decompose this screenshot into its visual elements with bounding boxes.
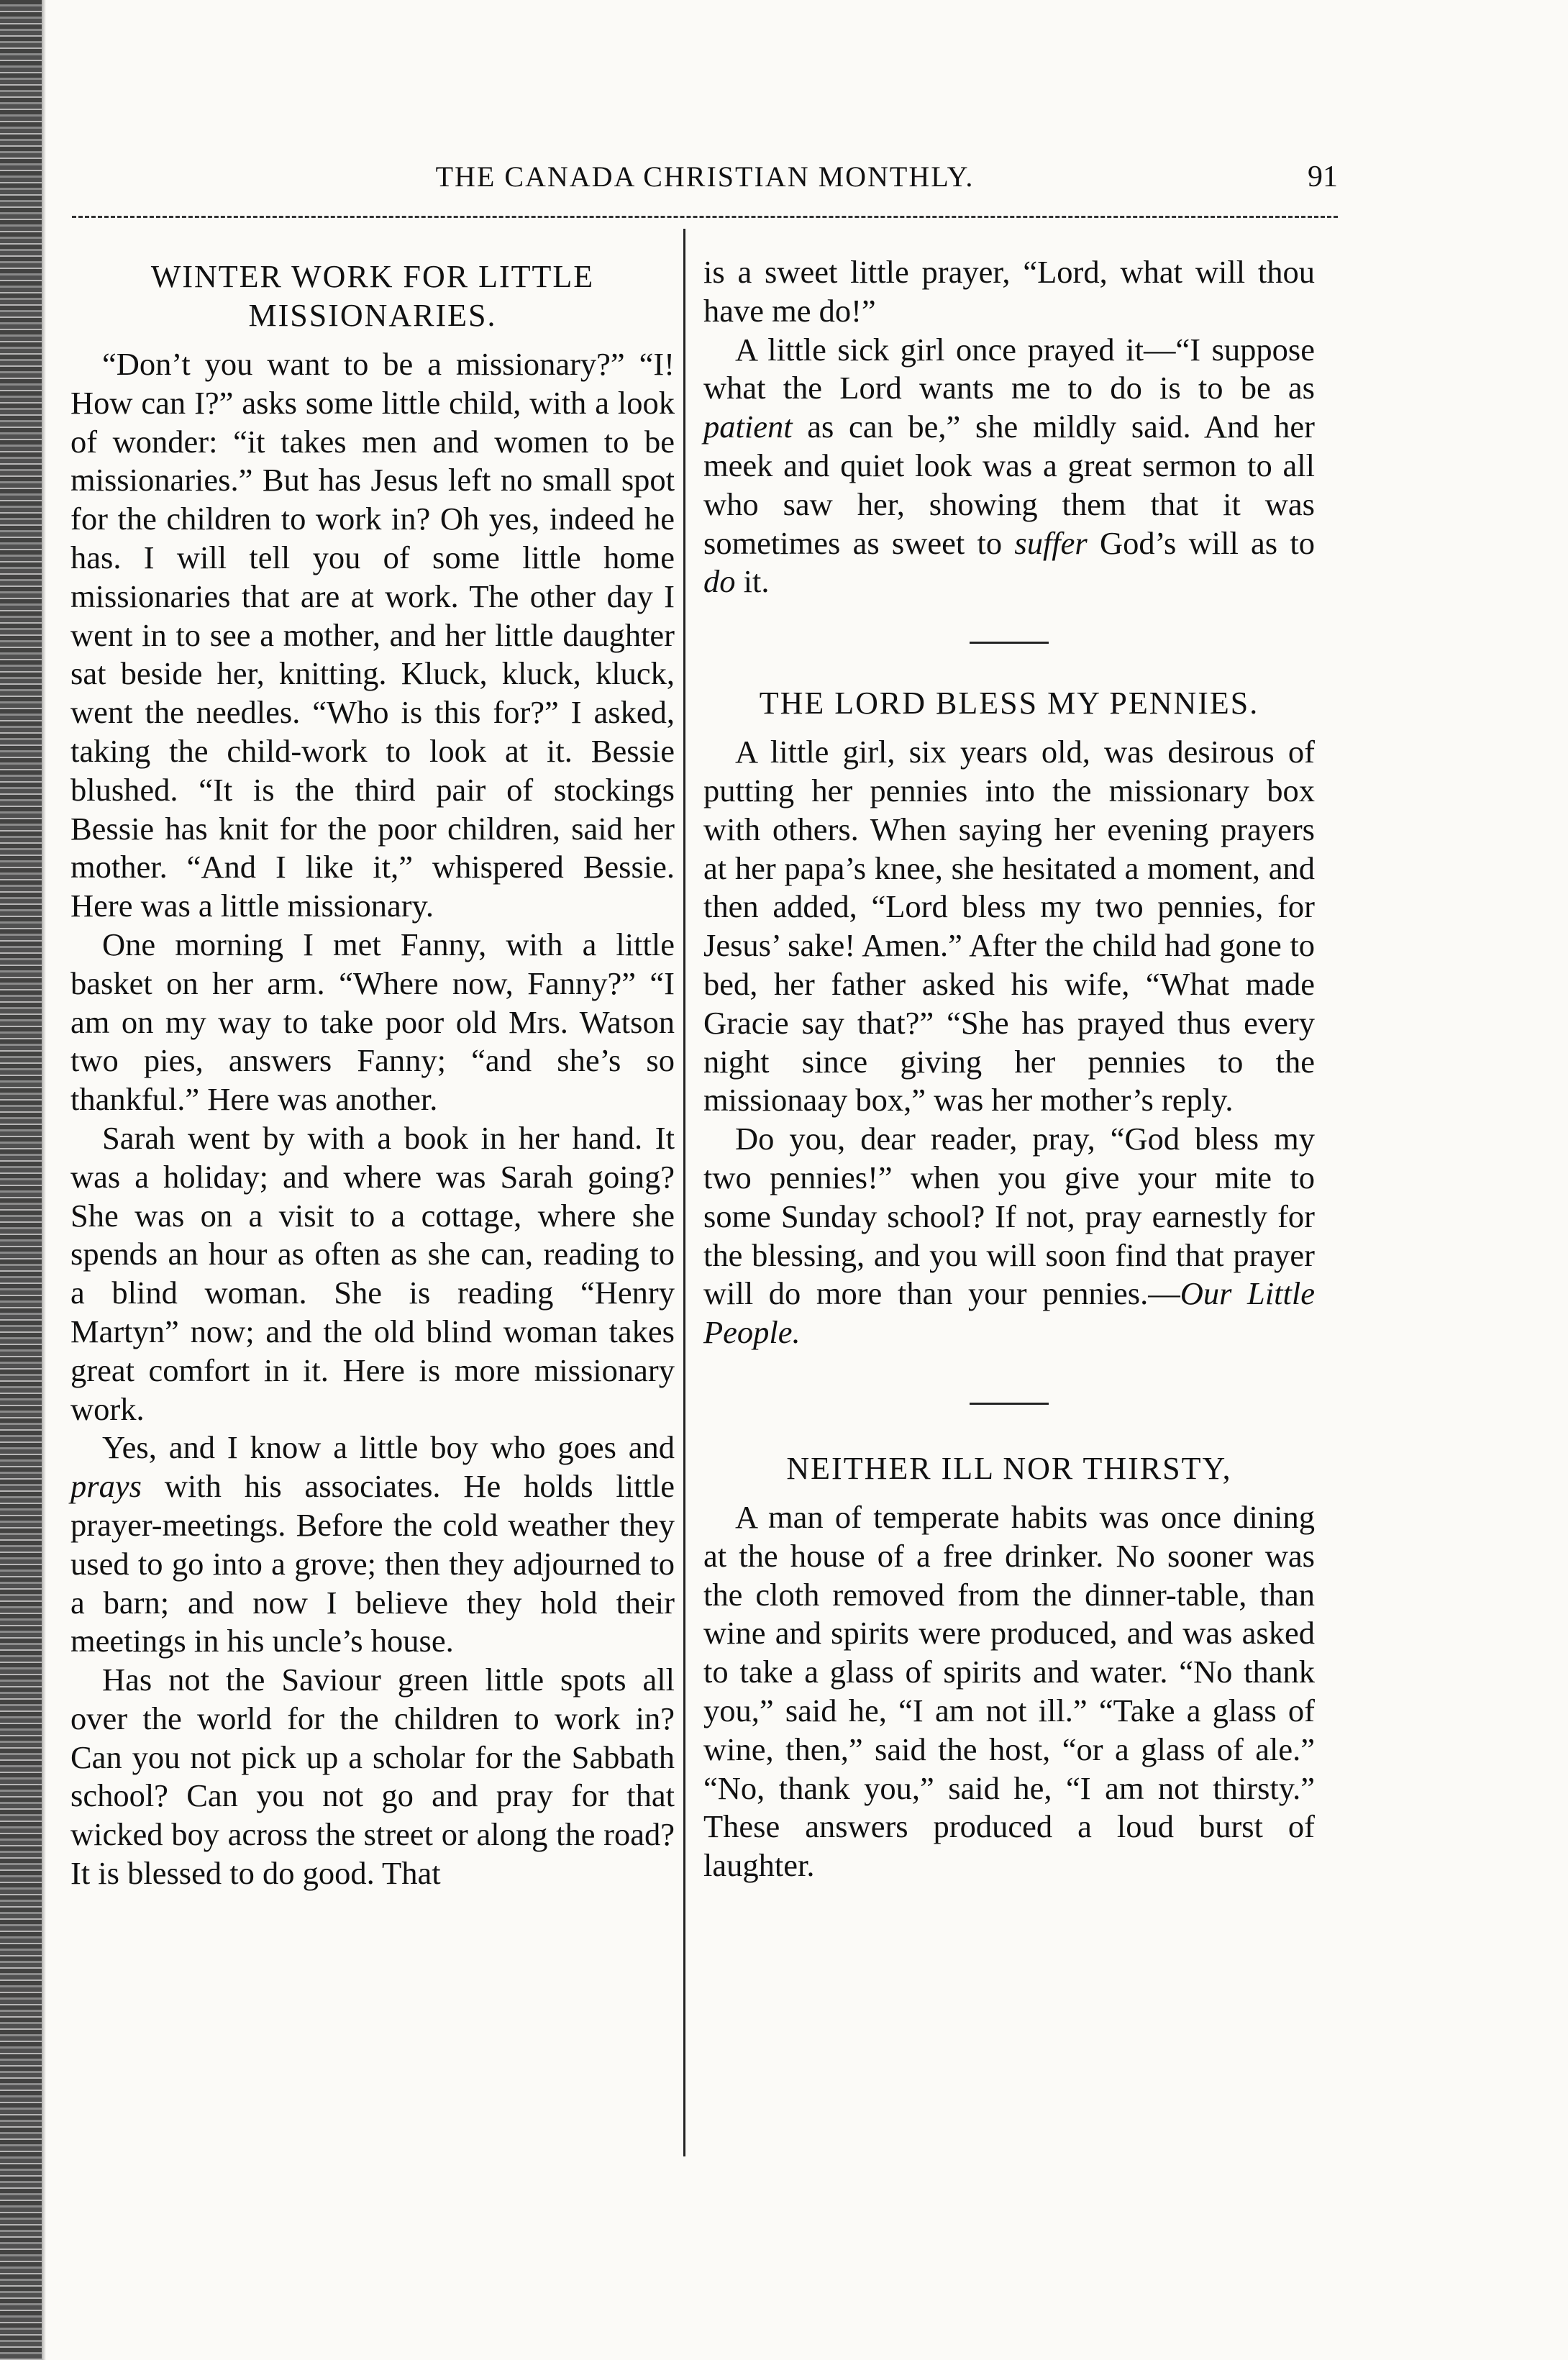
article-paragraph-continued: is a sweet little prayer, “Lord, what will thou have me do!”	[703, 254, 1315, 329]
column-divider	[683, 229, 685, 2156]
emphasis: patient	[703, 409, 793, 445]
article-paragraph	[703, 1120, 1315, 1352]
article-paragraph	[703, 331, 1315, 602]
page-number: 91	[1308, 160, 1338, 193]
text-run: as can be,” she mildly said. And her meek and quiet look was a great sermon to all who saw her, showing them that it was sometimes as sweet to	[703, 409, 1315, 561]
text-run: A little sick girl once prayed it—“I suppose what the Lord wants me to do is to be as	[703, 331, 1315, 406]
text-run: Do you, dear reader, pray, “God bless my two pennies!” when you give your mite to some Sunday school? If not, pray earnestly for the blessing, and you will soon find that prayer will do more than your pennies.—	[703, 1121, 1315, 1312]
emphasis: do	[703, 563, 736, 600]
header-rule	[72, 216, 1338, 218]
page-header	[72, 160, 1338, 210]
article-paragraph: A man of temperate habits was once dining at the house of a free drinker. No sooner was the cloth removed from the dinner-table, than wine and spirits were produced, and was asked to take a glass of spirits and water. “No thank you,” said he, “I am not ill.” “Take a glass of wine, then,” said the host, “or a glass of ale.” “No, thank you,” said he, “I am not thirsty.” These answers produced a loud burst of laughter.	[703, 1498, 1315, 1884]
page-binding-edge	[0, 0, 42, 2360]
article-paragraph: Has not the Saviour green little spots all over the world for the children to work in? Can you not pick up a scholar for the Sabbath school? Can you not go and pray for that wicked boy across the street or along the road? It is blessed to do good. That	[70, 1662, 675, 1892]
article-paragraph: “Don’t you want to be a missionary?” “I! How can I?” asks some little child, with a look of wonder: “it takes men and women to be missionaries.” But has Jesus left no small spot for the children to work in? Oh yes, indeed he has. I will tell you of some little home missionaries that are at work. The other day I went in to see a mother, and her little daughter sat beside her, knitting. Kluck, kluck, kluck, went the needles. “Who is this for?” I asked, taking the child-work to look at it. Bessie blushed. “It is the third pair of stockings Bessie has knit for the poor children, said her mother. “And I like it,” whispered Bessie. Here was a little missionary.	[70, 346, 675, 924]
text-run: Yes, and I know a little boy who goes and	[102, 1429, 675, 1466]
emphasis: prays	[70, 1468, 142, 1505]
article-paragraph: One morning I met Fanny, with a little basket on her arm. “Where now, Fanny?” “I am on my way to take poor old Mrs. Watson two pies, answers Fanny; “and she’s so thankful.” Here was another.	[70, 926, 675, 1118]
section-separator	[970, 642, 1049, 644]
text-run: God’s will as to	[1087, 524, 1315, 561]
right-column	[703, 253, 1315, 1885]
running-title: THE CANADA CHRISTIAN MONTHLY.	[435, 160, 975, 193]
article-paragraph: Sarah went by with a book in her hand. It was a holiday; and where was Sarah going? She was on a visit to a cottage, where she spends an hour as often as she can, reading to a blind woman. She is reading “Henry Martyn” now; and the old blind woman takes great comfort in it. Here is more missionary work.	[70, 1119, 675, 1427]
left-column	[70, 258, 675, 1893]
article-paragraph	[70, 1429, 675, 1661]
article-source: Our Little People.	[703, 1275, 1315, 1351]
text-run: with his associates. He holds little prayer-meetings. Before the cold weather they used to go into a grove; then they adjourned to a barn; and now I believe they hold their meetings in his uncle’s house.	[70, 1468, 675, 1659]
emphasis: suffer	[1014, 524, 1088, 561]
article-paragraph: A little girl, six years old, was desirous of putting her pennies into the missionary box with others. When saying her evening prayers at her papa’s knee, she hesitated a moment, and then added, “Lord bless my two pennies, for Jesus’ sake! Amen.” After the child had gone to bed, her father asked his wife, “What made Gracie say that?” “She has prayed thus every night since giving her pennies to the missionaay box,” was her mother’s reply.	[703, 734, 1315, 1119]
article-title-neither-ill: NEITHER ILL NOR THIRSTY,	[786, 1450, 1232, 1486]
text-run: it.	[735, 563, 770, 600]
article-title-winter-work: WINTER WORK FOR LITTLE MISSIONARIES.	[150, 259, 595, 333]
article-title-lord-bless-pennies: THE LORD BLESS MY PENNIES.	[759, 685, 1259, 721]
section-separator	[970, 1403, 1049, 1405]
